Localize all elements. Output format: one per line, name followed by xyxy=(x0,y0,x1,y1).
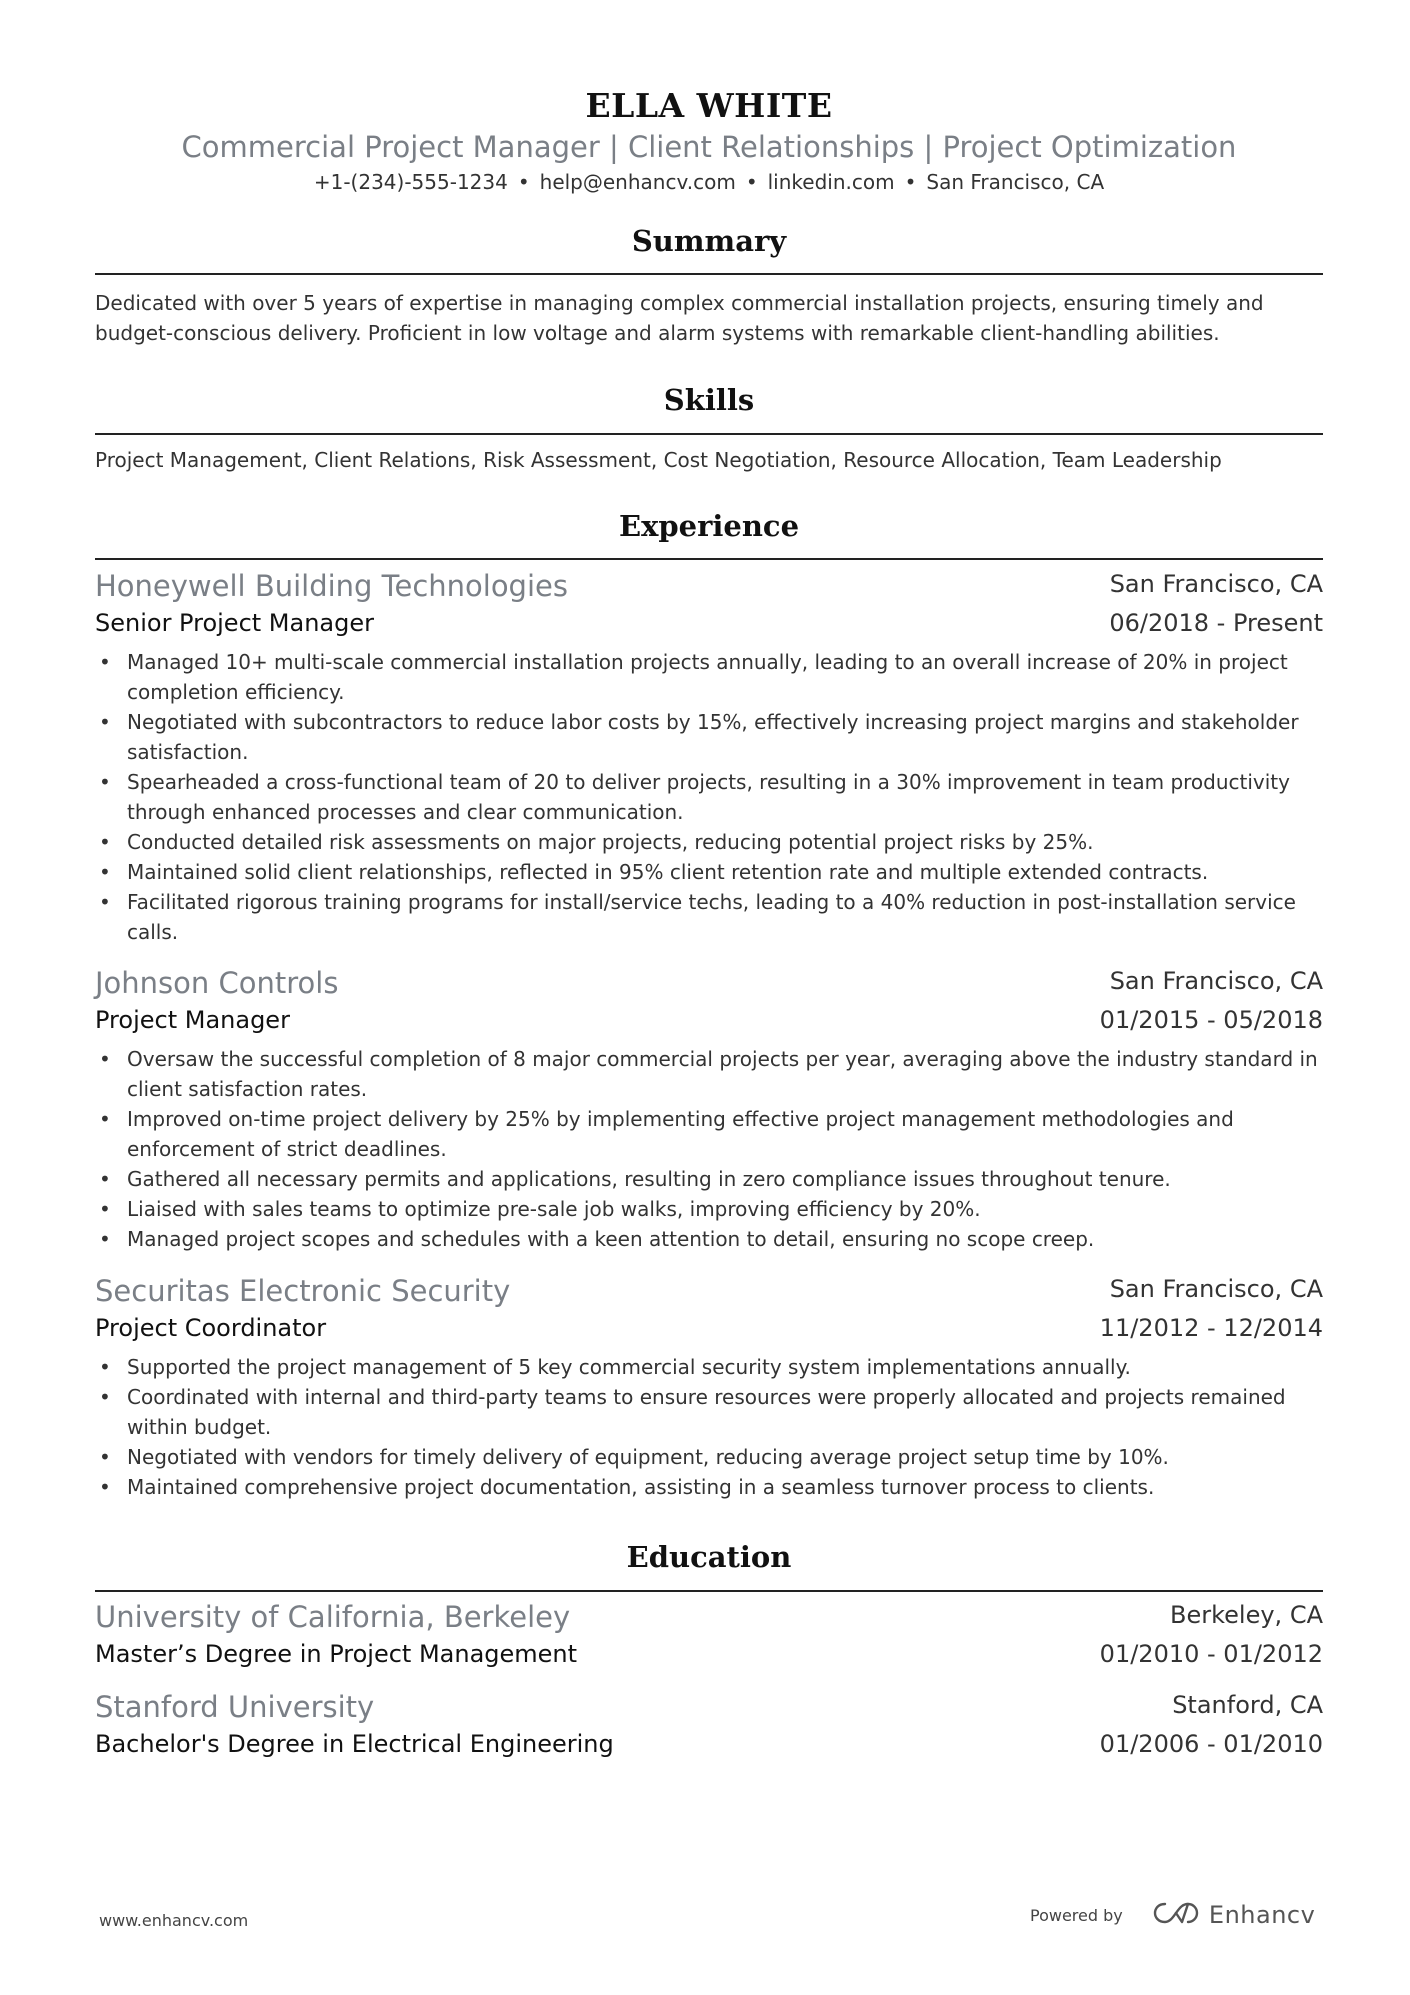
job-role: Senior Project Manager xyxy=(95,609,374,637)
job-bullets xyxy=(95,647,1323,947)
experience-divider xyxy=(95,558,1323,560)
candidate-name: ELLA WHITE xyxy=(585,86,833,125)
job-location: San Francisco, CA xyxy=(1109,967,1323,995)
skills-text: Project Management, Client Relations, Risk Assessment, Cost Negotiation, Resource Allocation, Team Leadership xyxy=(95,448,1222,472)
job-bullet: • Improved on-time project delivery by 25% by implementing effective project management methodologies and enforcement of strict deadlines. xyxy=(95,1104,1323,1164)
contact-line xyxy=(95,170,1323,194)
school-name: University of California, Berkeley xyxy=(95,1600,571,1634)
location: San Francisco, CA xyxy=(926,170,1105,194)
job-bullets xyxy=(95,1352,1323,1502)
job-bullet: • Gathered all necessary permits and applications, resulting in zero compliance issues throughout tenure. xyxy=(95,1164,1323,1194)
separator-dot: • xyxy=(517,170,530,194)
job-bullet: • Oversaw the successful completion of 8 major commercial projects per year, averaging above the industry standard in client satisfaction rates. xyxy=(95,1044,1323,1104)
school-location: Berkeley, CA xyxy=(1170,1601,1323,1629)
job-company: Honeywell Building Technologies xyxy=(95,569,568,603)
enhancv-logo-icon xyxy=(1152,1900,1200,1930)
job-bullet: • Liaised with sales teams to optimize pre-sale job walks, improving efficiency by 20%. xyxy=(95,1194,1323,1224)
degree: Master’s Degree in Project Management xyxy=(95,1640,578,1668)
job-location: San Francisco, CA xyxy=(1109,1275,1323,1303)
school-dates: 01/2010 - 01/2012 xyxy=(1099,1640,1323,1668)
brand-name: Enhancv xyxy=(1208,1901,1316,1929)
powered-by-label: Powered by xyxy=(1030,1905,1123,1925)
job-bullet: • Managed 10+ multi-scale commercial installation projects annually, leading to an overall increase of 20% in project completion efficiency. xyxy=(95,647,1323,707)
education-heading: Education xyxy=(626,1540,792,1574)
job-bullets xyxy=(95,1044,1323,1254)
separator-dot: • xyxy=(904,170,917,194)
job-bullet: • Coordinated with internal and third-party teams to ensure resources were properly allocated and projects remained within budget. xyxy=(95,1382,1323,1442)
job-bullet: • Maintained solid client relationships, reflected in 95% client retention rate and multiple extended contracts. xyxy=(95,857,1323,887)
job-role: Project Manager xyxy=(95,1006,290,1034)
experience-heading: Experience xyxy=(618,509,800,543)
separator-dot: • xyxy=(745,170,758,194)
job-dates: 11/2012 - 12/2014 xyxy=(1099,1314,1323,1342)
degree: Bachelor's Degree in Electrical Engineering xyxy=(95,1730,614,1758)
job-bullet: • Supported the project management of 5 key commercial security system implementations annually. xyxy=(95,1352,1323,1382)
job-location: San Francisco, CA xyxy=(1109,570,1323,598)
footer-website-link[interactable]: www.enhancv.com xyxy=(99,1911,249,1930)
candidate-headline: Commercial Project Manager | Client Relationships | Project Optimization xyxy=(181,130,1237,164)
phone: +1-(234)-555-1234 xyxy=(313,170,508,194)
job-company: Securitas Electronic Security xyxy=(95,1274,511,1308)
job-bullet: • Managed project scopes and schedules with a keen attention to detail, ensuring no scope creep. xyxy=(95,1224,1323,1254)
summary-text: Dedicated with over 5 years of expertise in managing complex commercial installation projects, ensuring timely and budget-conscious delivery. Proficient in low voltage and alarm systems with remarkable client-handling abilities. xyxy=(95,291,1264,345)
job-bullet: • Negotiated with vendors for timely delivery of equipment, reducing average project setup time by 10%. xyxy=(95,1442,1323,1472)
school-name: Stanford University xyxy=(95,1690,375,1724)
job-company: Johnson Controls xyxy=(95,966,339,1000)
skills-divider xyxy=(95,433,1323,435)
school-location: Stanford, CA xyxy=(1172,1691,1323,1719)
email-link[interactable]: help@enhancv.com xyxy=(539,170,736,194)
education-divider xyxy=(95,1590,1323,1592)
skills-heading: Skills xyxy=(663,383,755,417)
job-bullet: • Conducted detailed risk assessments on major projects, reducing potential project risks by 25%. xyxy=(95,827,1323,857)
job-role: Project Coordinator xyxy=(95,1314,327,1342)
footer-brand[interactable] xyxy=(1030,1900,1315,1940)
school-dates: 01/2006 - 01/2010 xyxy=(1099,1730,1323,1758)
summary-divider xyxy=(95,273,1323,275)
job-dates: 01/2015 - 05/2018 xyxy=(1099,1006,1323,1034)
linkedin-link[interactable]: linkedin.com xyxy=(767,170,895,194)
job-bullet: • Maintained comprehensive project documentation, assisting in a seamless turnover process to clients. xyxy=(95,1472,1323,1502)
summary-heading: Summary xyxy=(631,224,787,258)
job-bullet: • Facilitated rigorous training programs for install/service techs, leading to a 40% reduction in post-installation service calls. xyxy=(95,887,1323,947)
job-bullet: • Negotiated with subcontractors to reduce labor costs by 15%, effectively increasing project margins and stakeholder satisfaction. xyxy=(95,707,1323,767)
job-bullet: • Spearheaded a cross-functional team of 20 to deliver projects, resulting in a 30% improvement in team productivity through enhanced processes and clear communication. xyxy=(95,767,1323,827)
job-dates: 06/2018 - Present xyxy=(1109,609,1323,637)
